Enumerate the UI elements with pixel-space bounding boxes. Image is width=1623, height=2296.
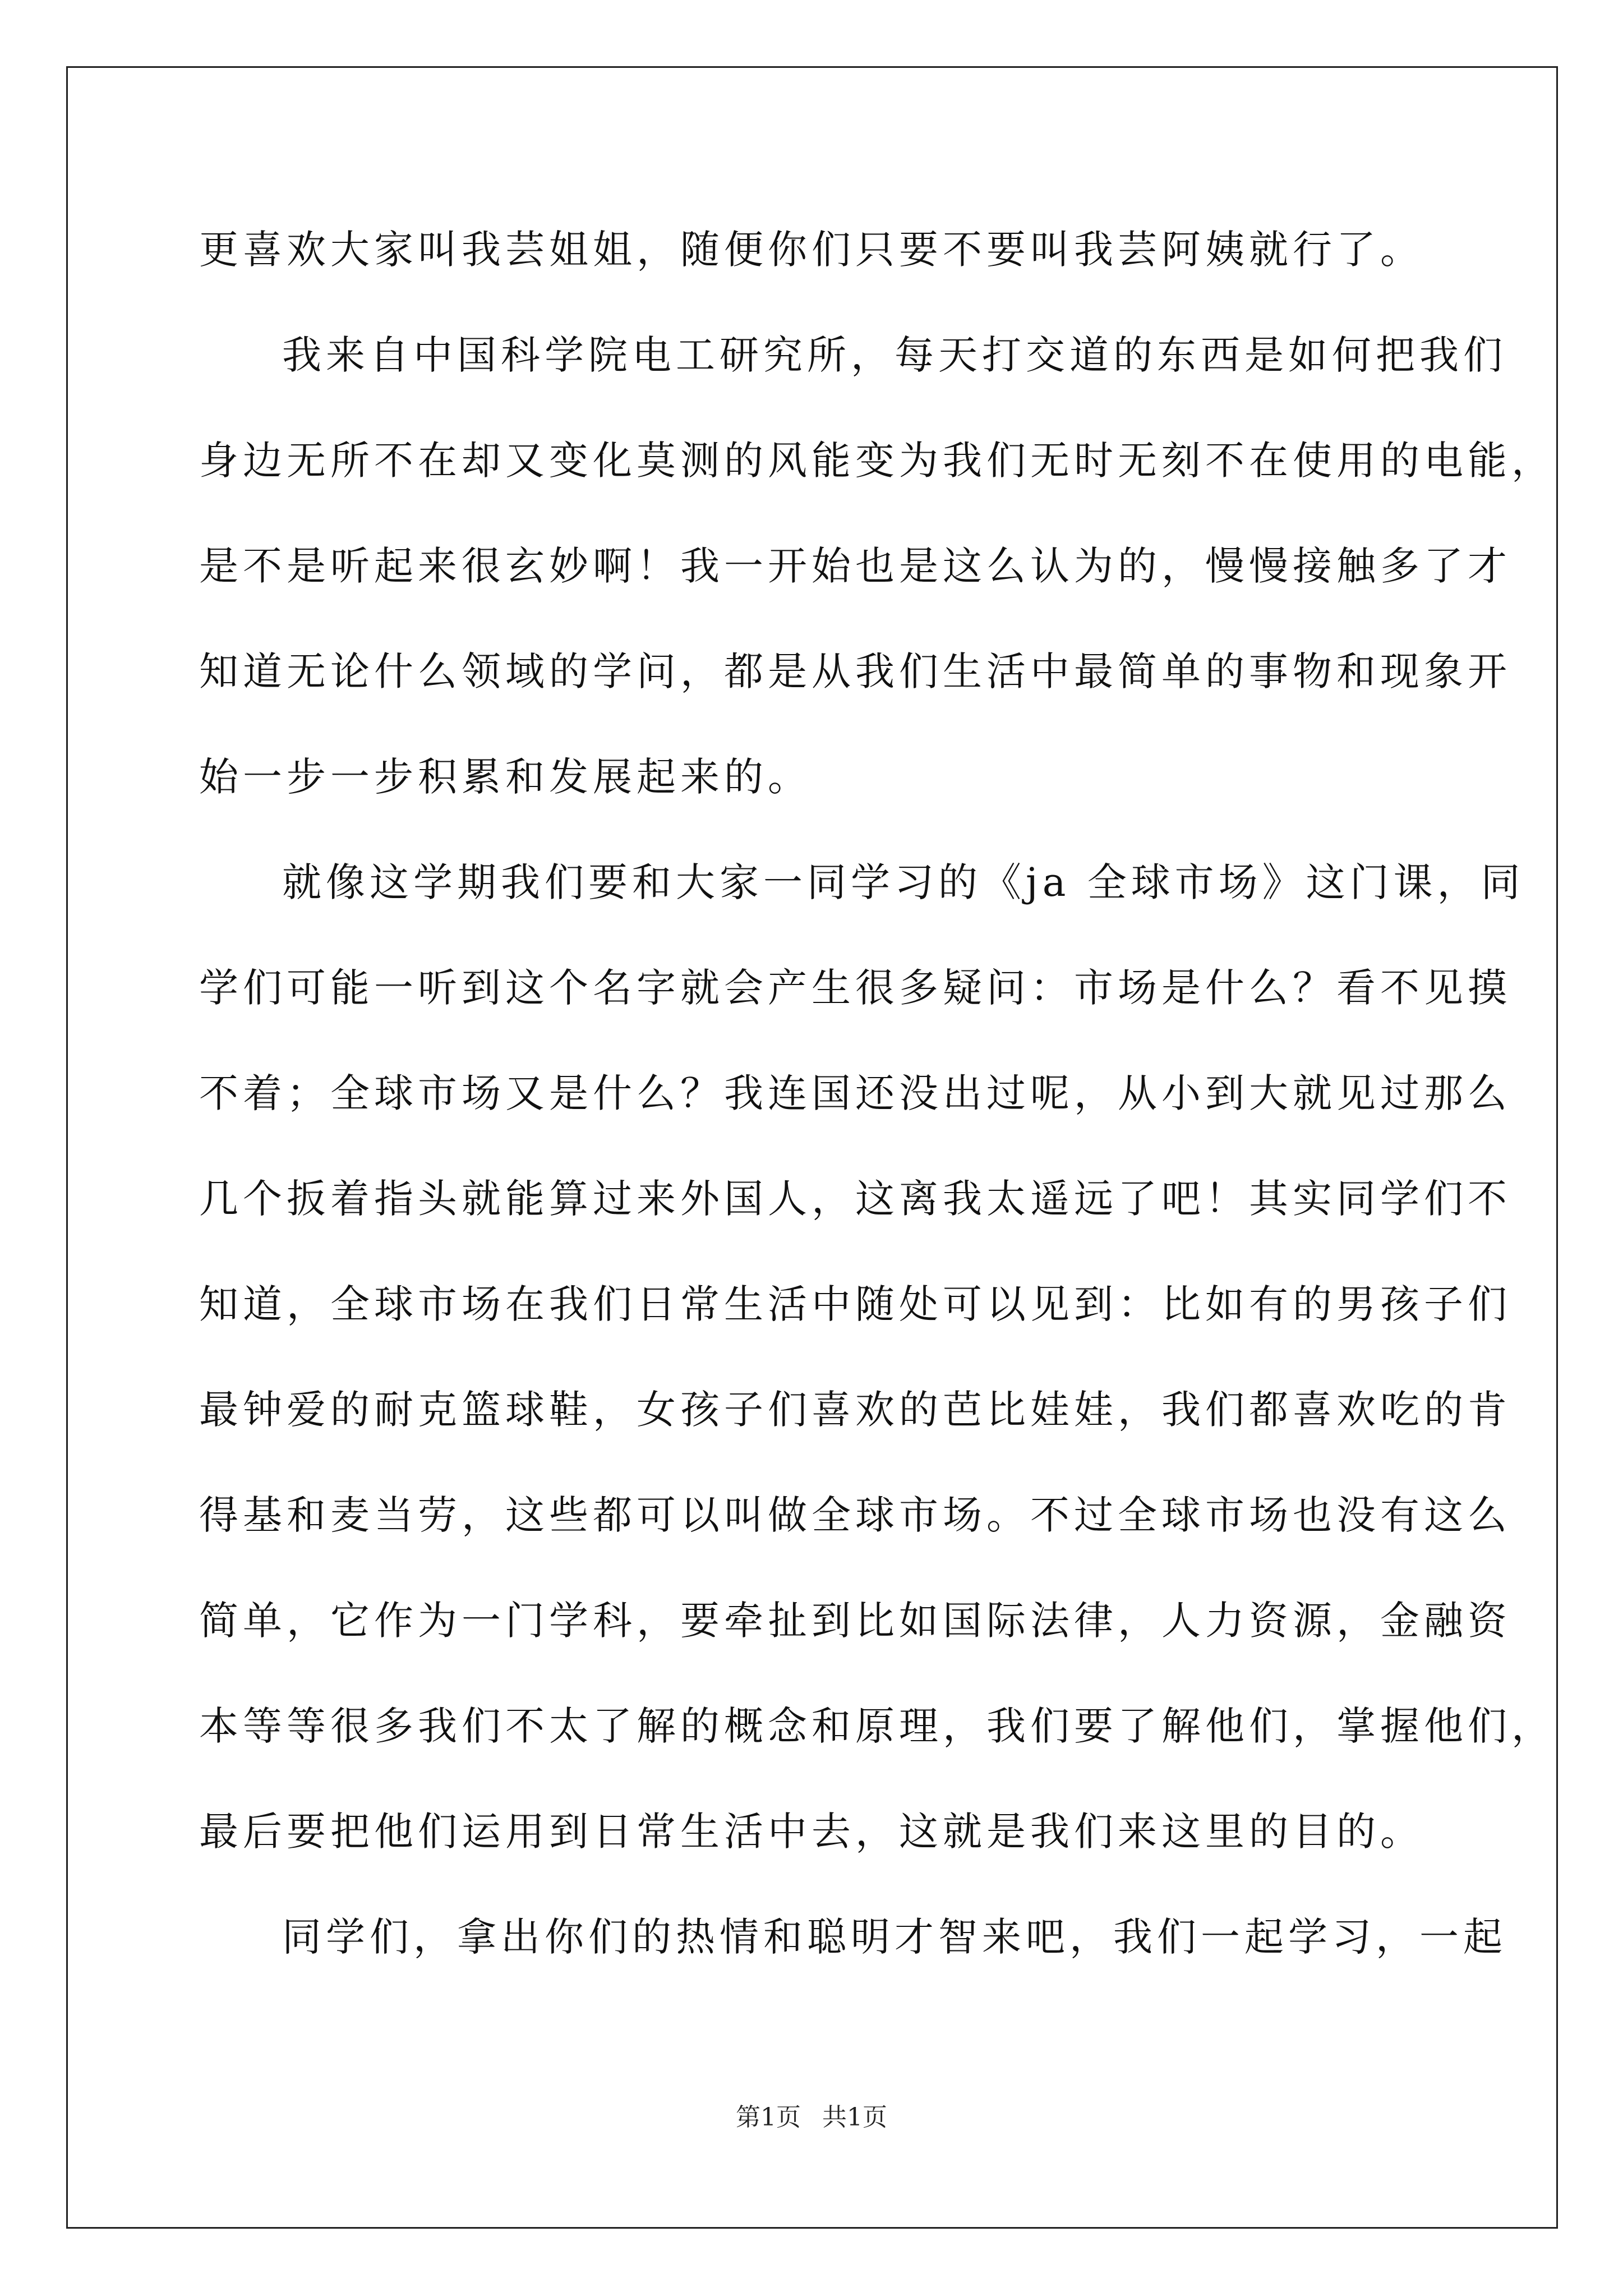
text-line: 就像这学期我们要和大家一同学习的《ja 全球市场》这门课，同: [282, 859, 1525, 905]
text-line: 本等等很多我们不太了解的概念和原理，我们要了解他们，掌握他们，: [199, 1703, 1555, 1749]
text-line: 身边无所不在却又变化莫测的风能变为我们无时无刻不在使用的电能，: [199, 438, 1555, 484]
text-line: 是不是听起来很玄妙啊！我一开始也是这么认为的，慢慢接触多了才: [199, 543, 1511, 589]
text-line: 简单，它作为一门学科，要牵扯到比如国际法律，人力资源，金融资: [199, 1598, 1511, 1644]
page-footer: [0, 2101, 1623, 2134]
page-total: 共1页: [822, 2103, 887, 2132]
text-line: 始一步一步积累和发展起来的。: [199, 754, 811, 800]
page-number: 第1页: [736, 2103, 801, 2132]
text-line: 更喜欢大家叫我芸姐姐，随便你们只要不要叫我芸阿姨就行了。: [199, 227, 1424, 273]
text-line: 同学们，拿出你们的热情和聪明才智来吧，我们一起学习，一起: [282, 1914, 1507, 1960]
text-line: 得基和麦当劳，这些都可以叫做全球市场。不过全球市场也没有这么: [199, 1492, 1511, 1538]
text-line: 知道无论什么领域的学问，都是从我们生活中最简单的事物和现象开: [199, 648, 1511, 694]
text-line: 我来自中国科学院电工研究所，每天打交道的东西是如何把我们: [282, 332, 1507, 378]
text-line: 知道，全球市场在我们日常生活中随处可以见到：比如有的男孩子们: [199, 1281, 1511, 1327]
text-line: 几个扳着指头就能算过来外国人，这离我太遥远了吧！其实同学们不: [199, 1176, 1511, 1222]
text-line: 最钟爱的耐克篮球鞋，女孩子们喜欢的芭比娃娃，我们都喜欢吃的肯: [199, 1387, 1511, 1433]
text-line: 不着；全球市场又是什么？我连国还没出过呢，从小到大就见过那么: [199, 1070, 1511, 1116]
text-line: 学们可能一听到这个名字就会产生很多疑问：市场是什么？看不见摸: [199, 965, 1511, 1011]
document-body: [199, 213, 1555, 2006]
text-line: 最后要把他们运用到日常生活中去，这就是我们来这里的目的。: [199, 1809, 1424, 1855]
